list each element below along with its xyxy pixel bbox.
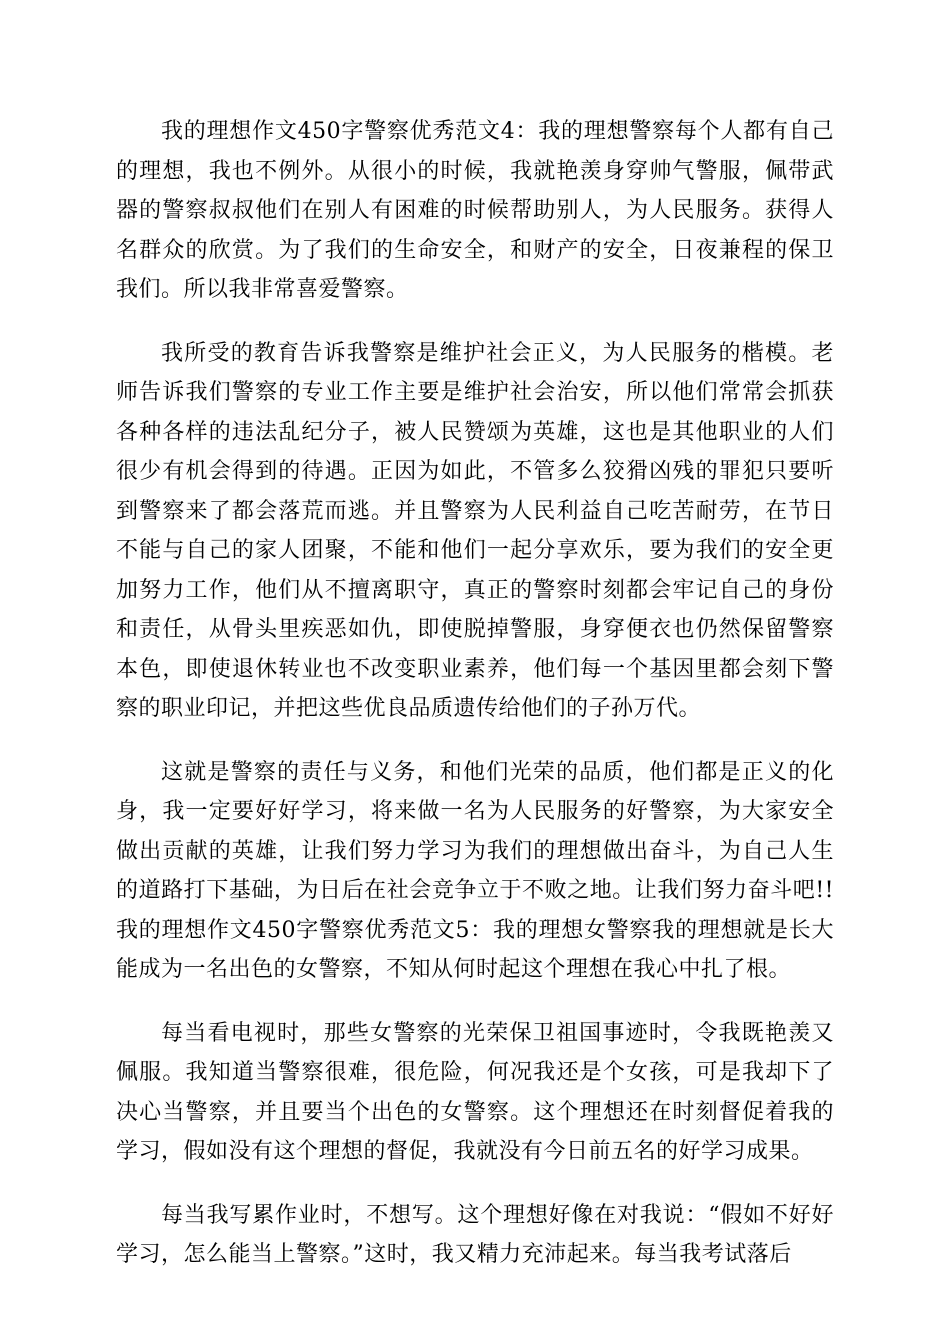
paragraph-1: 我的理想作文450字警察优秀范文4：我的理想警察每个人都有自己的理想，我也不例外。从很小的时候，我就艳羡身穿帅气警服，佩带武器的警察叔叔他们在别人有困难的时候帮助别人，为人民服务。获得人名群众的欣赏。为了我们的生命安全，和财产的安全，日夜兼程的保卫我们。所以我非常喜爱警察。 <box>116 119 834 302</box>
paragraph-4: 每当看电视时，那些女警察的光荣保卫祖国事迹时，令我既艳羡又佩服。我知道当警察很难，很危险，何况我还是个女孩，可是我却下了决心当警察，并且要当个出色的女警察。这个理想还在时刻督促着我的学习，假如没有这个理想的督促，我就没有今日前五名的好学习成果。 <box>116 1020 834 1164</box>
document-page <box>116 112 834 1299</box>
paragraph-5: 每当我写累作业时，不想写。这个理想好像在对我说：“假如不好好学习，怎么能当上警察。”这时，我又精力充沛起来。每当我考试落后 <box>116 1202 834 1267</box>
paragraph-2: 我所受的教育告诉我警察是维护社会正义，为人民服务的楷模。老师告诉我们警察的专业工作主要是维护社会治安，所以他们常常会抓获各种各样的违法乱纪分子，被人民赞颂为英雄，这也是其他职业的人们很少有机会得到的待遇。正因为如此，不管多么狡猾凶残的罪犯只要听到警察来了都会落荒而逃。并且警察为人民利益自己吃苦耐劳，在节日不能与自己的家人团聚，不能和他们一起分享欢乐，要为我们的安全更加努力工作，他们从不擅离职守，真正的警察时刻都会牢记自己的身份和责任，从骨头里疾恶如仇，即使脱掉警服，身穿便衣也仍然保留警察本色，即使退休转业也不改变职业素养，他们每一个基因里都会刻下警察的职业印记，并把这些优良品质遗传给他们的子孙万代。 <box>116 340 834 721</box>
paragraph-3: 这就是警察的责任与义务，和他们光荣的品质，他们都是正义的化身，我一定要好好学习，将来做一名为人民服务的好警察，为大家安全做出贡献的英雄，让我们努力学习为我们的理想做出奋斗，为自己人生的道路打下基础，为日后在社会竞争立于不败之地。让我们努力奋斗吧!!我的理想作文450字警察优秀范文5：我的理想女警察我的理想就是长大能成为一名出色的女警察，不知从何时起这个理想在我心中扎了根。 <box>116 759 834 982</box>
